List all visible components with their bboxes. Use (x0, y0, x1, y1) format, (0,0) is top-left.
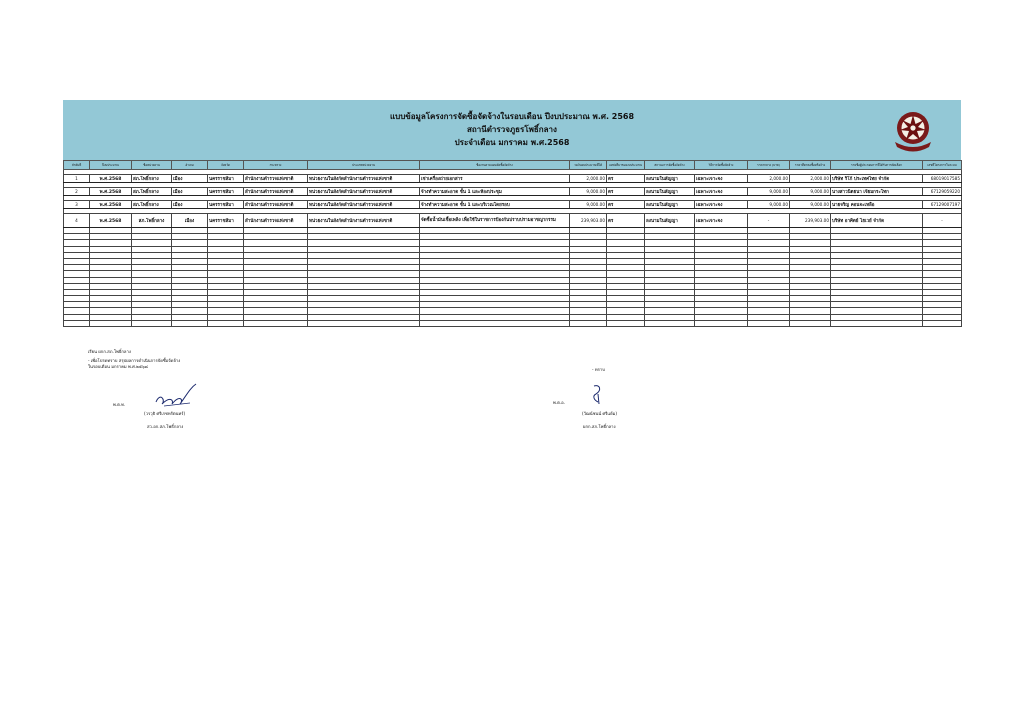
table-row (64, 201, 962, 209)
col-header: ราคาที่ตกลงซื้อหรือจ้าง (790, 161, 831, 170)
project-name: จัดซื้อน้ำมันเชื้อเพลิง เพื่อใช้ในราชการป้องกันปราบปรามอาชญากรรม (420, 214, 570, 228)
col-header: สถานะการจัดซื้อจัดจ้าง (645, 161, 695, 170)
empty-cell (64, 320, 90, 326)
agency-type: หน่วยงานในสังกัดสำนักงานตำรวจแห่งชาติ (308, 188, 420, 196)
signature-right-icon (586, 382, 608, 406)
province: นครราชสีมา (208, 201, 244, 209)
method: เฉพาะเจาะจง (695, 214, 748, 228)
empty-cell (790, 320, 831, 326)
empty-cell (132, 320, 172, 326)
memo-purpose: - เพื่อโปรดทราบ สรุปผลการดำเนินการจัดซื้อจัดจ้าง (88, 358, 181, 363)
empty-cell (172, 320, 208, 326)
project-name: เช่าเครื่องถ่ายเอกสาร (420, 175, 570, 183)
empty-cell (244, 320, 308, 326)
agreed-price: 9,000.00 (790, 201, 831, 209)
col-header: ลำดับที่ (64, 161, 90, 170)
col-header: แหล่งที่มาของงบประมาณ (607, 161, 645, 170)
median-price: 9,000.00 (748, 188, 790, 196)
header-banner (63, 100, 961, 160)
ministry: สำนักงานตำรวจแห่งชาติ (244, 201, 308, 209)
project-name: จ้างทำความสะอาด ชั้น 1 และบริเวณโดยรอบ (420, 201, 570, 209)
memo-salutation: เรียน ผกก.สภ.โพธิ์กลาง (88, 349, 131, 354)
empty-cell (420, 320, 570, 326)
right-rank: พ.ต.อ. (553, 400, 565, 405)
col-header: อำเภอ (172, 161, 208, 170)
empty-cell (748, 320, 790, 326)
col-header: ปีงบประมาณ (90, 161, 132, 170)
budget: 9,000.00 (570, 188, 607, 196)
row-number: 3 (64, 201, 90, 209)
agreed-price: 239,903.00 (790, 214, 831, 228)
method: เฉพาะเจาะจง (695, 201, 748, 209)
col-header: วงเงินงบประมาณที่ได้ (570, 161, 607, 170)
district: เมือง (172, 175, 208, 183)
agency: สภ.โพธิ์กลาง (132, 201, 172, 209)
right-signer-name: (วัฒน์ชนน์ ศรีแย้ม) (582, 411, 617, 416)
acknowledged-note: - ทราบ (592, 367, 605, 372)
empty-cell (923, 320, 962, 326)
left-rank: พ.ต.ท. (113, 402, 126, 407)
col-header: รายชื่อผู้ประกอบการที่ได้รับการคัดเลือก (831, 161, 923, 170)
median-price: - (748, 214, 790, 228)
col-header: กระทรวง (244, 161, 308, 170)
status: ลงนามในสัญญา (645, 188, 695, 196)
method: เฉพาะเจาะจง (695, 188, 748, 196)
agency-type: หน่วยงานในสังกัดสำนักงานตำรวจแห่งชาติ (308, 175, 420, 183)
budget-source: ตร (607, 201, 645, 209)
memo-text (88, 349, 180, 370)
table-row (64, 214, 962, 228)
empty-cell (607, 320, 645, 326)
table-row (64, 188, 962, 196)
table-row (64, 175, 962, 183)
method: เฉพาะเจาะจง (695, 175, 748, 183)
status: ลงนามในสัญญา (645, 175, 695, 183)
row-number: 2 (64, 188, 90, 196)
row-number: 1 (64, 175, 90, 183)
agency: สภ.โพธิ์กลาง (132, 175, 172, 183)
median-price: 9,000.00 (748, 201, 790, 209)
province: นครราชสีมา (208, 175, 244, 183)
status: ลงนามในสัญญา (645, 214, 695, 228)
report-month: ประจำเดือน มกราคม พ.ศ.2568 (454, 138, 570, 147)
vendor: นางสาวนิตยนา เจียมกระโทก (831, 188, 923, 196)
budget-source: ตร (607, 214, 645, 228)
col-header: ชื่องานตามแผนจัดซื้อจัดจ้าง (420, 161, 570, 170)
right-signer-role: ผกก.สภ.โพธิ์กลาง (583, 424, 616, 429)
table-header-row (64, 161, 962, 170)
agency: สภ.โพธิ์กลาง (132, 188, 172, 196)
police-emblem-icon (885, 104, 941, 156)
agency: สภ.โพธิ์กลาง (132, 214, 172, 228)
median-price: 2,000.00 (748, 175, 790, 183)
signature-left-icon (150, 382, 200, 408)
left-signer-name: (วรวุธิ ศรีเรชหรัตนทร์) (144, 411, 186, 416)
agency-type: หน่วยงานในสังกัดสำนักงานตำรวจแห่งชาติ (308, 201, 420, 209)
agreed-price: 2,000.00 (790, 175, 831, 183)
ministry: สำนักงานตำรวจแห่งชาติ (244, 175, 308, 183)
empty-cell (208, 320, 244, 326)
left-signer-role: สว.อก.สภ.โพธิ์กลาง (147, 424, 184, 429)
province: นครราชสีมา (208, 188, 244, 196)
budget-source: ตร (607, 175, 645, 183)
station-name: สถานีตำรวจภูธรโพธิ์กลาง (467, 125, 557, 134)
budget: 239,903.00 (570, 214, 607, 228)
project-id: 67129059220 (923, 188, 962, 196)
district: เมือง (172, 214, 208, 228)
project-id: - (923, 214, 962, 228)
vendor: บริษัท ริโก้ ประเทศไทย จำกัด (831, 175, 923, 183)
fiscal-year: พ.ศ.2568 (90, 175, 132, 183)
ministry: สำนักงานตำรวจแห่งชาติ (244, 214, 308, 228)
procurement-table (63, 160, 962, 327)
empty-cell (695, 320, 748, 326)
procurement-sheet (63, 100, 961, 327)
empty-cell (645, 320, 695, 326)
report-title: แบบข้อมูลโครงการจัดซื้อจัดจ้างในรอบเดือน ปีงบประมาณ พ.ศ. 2568 (389, 112, 635, 121)
fiscal-year: พ.ศ.2568 (90, 188, 132, 196)
budget: 2,000.00 (570, 175, 607, 183)
col-header: ราคากลาง (บาท) (748, 161, 790, 170)
vendor: นายจริญ คอนจะเหลือ (831, 201, 923, 209)
district: เมือง (172, 201, 208, 209)
empty-cell (831, 320, 923, 326)
project-id: 67129007197 (923, 201, 962, 209)
col-header: วิธีการจัดซื้อจัดจ้าง (695, 161, 748, 170)
empty-cell (90, 320, 132, 326)
budget-source: ตร (607, 188, 645, 196)
district: เมือง (172, 188, 208, 196)
col-header: จังหวัด (208, 161, 244, 170)
fiscal-year: พ.ศ.2568 (90, 201, 132, 209)
memo-period: ในรอบเดือน มกราคม พ.ศ.๒๕๖๘ (88, 364, 148, 369)
empty-cell (570, 320, 607, 326)
col-header: ชื่อหน่วยงาน (132, 161, 172, 170)
col-header: ประเภทหน่วยงาน (308, 161, 420, 170)
empty-cell (308, 320, 420, 326)
col-header: เลขที่โครงการในระบบ (923, 161, 962, 170)
project-name: จ้างทำความสะอาด ชั้น 1 และห้องประชุม (420, 188, 570, 196)
province: นครราชสีมา (208, 214, 244, 228)
empty-row (64, 320, 962, 326)
project-id: 68019017585 (923, 175, 962, 183)
fiscal-year: พ.ศ.2568 (90, 214, 132, 228)
vendor: บริษัท อาศิตย์ ไฮเวย์ จำกัด (831, 214, 923, 228)
ministry: สำนักงานตำรวจแห่งชาติ (244, 188, 308, 196)
agreed-price: 9,000.00 (790, 188, 831, 196)
agency-type: หน่วยงานในสังกัดสำนักงานตำรวจแห่งชาติ (308, 214, 420, 228)
row-number: 4 (64, 214, 90, 228)
status: ลงนามในสัญญา (645, 201, 695, 209)
budget: 9,000.00 (570, 201, 607, 209)
